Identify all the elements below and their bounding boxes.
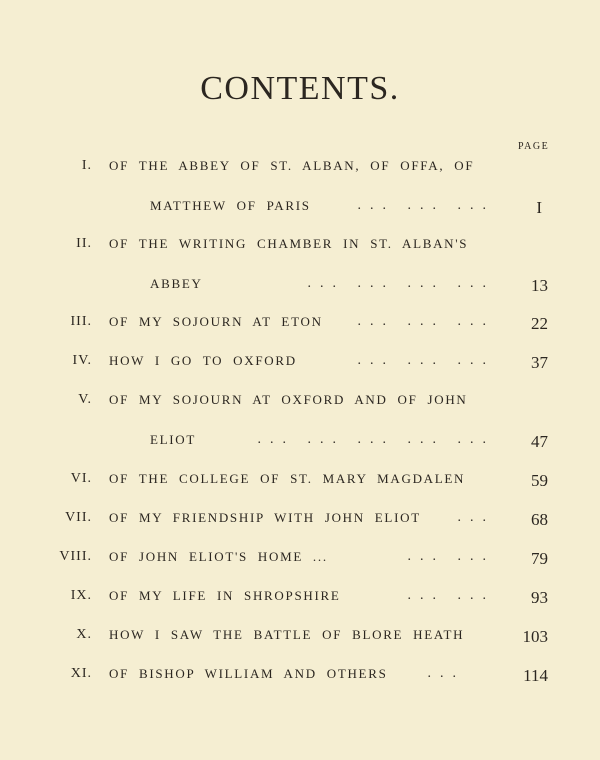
- dot-leader: ...: [457, 510, 495, 525]
- page-number: 59: [531, 471, 548, 490]
- toc-line: [0, 471, 600, 493]
- dot-leader: ... ... ...: [357, 198, 495, 213]
- chapter-number: VII.: [65, 510, 92, 525]
- chapter-number: VIII.: [59, 549, 92, 564]
- dot-leader: ... ... ...: [357, 353, 495, 368]
- toc-line: [0, 158, 600, 180]
- chapter-title: OF JOHN ELIOT'S HOME ...: [109, 549, 328, 564]
- toc-line: [0, 392, 600, 414]
- chapter-number: I.: [81, 158, 92, 173]
- chapter-title: OF MY FRIENDSHIP WITH JOHN ELIOT: [109, 510, 421, 525]
- toc-line: [0, 314, 600, 336]
- page-title: CONTENTS.: [200, 70, 400, 107]
- chapter-title: OF THE ABBEY OF ST. ALBAN, OF OFFA, OF: [109, 158, 475, 173]
- chapter-title: ABBEY: [150, 276, 203, 291]
- chapter-title: OF MY SOJOURN AT OXFORD AND OF JOHN: [109, 392, 468, 407]
- chapter-title: OF BISHOP WILLIAM AND OTHERS: [109, 666, 388, 681]
- toc-line: [0, 549, 600, 571]
- chapter-title: MATTHEW OF PARIS: [150, 198, 311, 213]
- dot-leader: ... ... ...: [357, 314, 495, 329]
- toc-line: [0, 432, 600, 454]
- chapter-title: OF MY LIFE IN SHROPSHIRE: [109, 588, 341, 603]
- chapter-title: HOW I SAW THE BATTLE OF BLORE HEATH: [109, 627, 465, 642]
- toc-line: [0, 198, 600, 220]
- chapter-title: OF THE WRITING CHAMBER IN ST. ALBAN'S: [109, 236, 469, 251]
- chapter-number: X.: [76, 627, 92, 642]
- chapter-number: III.: [70, 314, 92, 329]
- chapter-title: OF THE COLLEGE OF ST. MARY MAGDALEN: [109, 471, 466, 486]
- chapter-number: XI.: [70, 666, 92, 681]
- chapter-number: IX.: [70, 588, 92, 603]
- dot-leader: ... ... ... ... ...: [257, 432, 495, 447]
- chapter-number: IV.: [72, 353, 92, 368]
- page-number: 47: [531, 432, 548, 451]
- toc-line: [0, 510, 600, 532]
- page-number: 114: [523, 666, 548, 685]
- page-number: 79: [531, 549, 548, 568]
- toc-line: [0, 588, 600, 610]
- toc-line: [0, 353, 600, 375]
- page-number: 22: [531, 314, 548, 333]
- dot-leader: ...: [427, 666, 465, 681]
- page-number: 13: [531, 276, 548, 295]
- toc-line: [0, 666, 600, 688]
- chapter-title: OF MY SOJOURN AT ETON: [109, 314, 323, 329]
- chapter-number: II.: [76, 236, 92, 251]
- dot-leader: ... ... ... ...: [307, 276, 495, 291]
- page-number: 93: [531, 588, 548, 607]
- chapter-title: HOW I GO TO OXFORD: [109, 353, 297, 368]
- toc-line: [0, 276, 600, 298]
- dot-leader: ... ...: [407, 588, 495, 603]
- chapter-number: VI.: [70, 471, 92, 486]
- dot-leader: ... ...: [407, 549, 495, 564]
- page-number: 37: [531, 353, 548, 372]
- page-column-label: PAGE: [518, 141, 550, 152]
- page-number: 103: [522, 627, 548, 646]
- toc-line: [0, 236, 600, 258]
- page-number: 68: [531, 510, 548, 529]
- page-number: I: [536, 198, 542, 217]
- chapter-title: ELIOT: [150, 432, 197, 447]
- toc-line: [0, 627, 600, 649]
- chapter-number: V.: [78, 392, 92, 407]
